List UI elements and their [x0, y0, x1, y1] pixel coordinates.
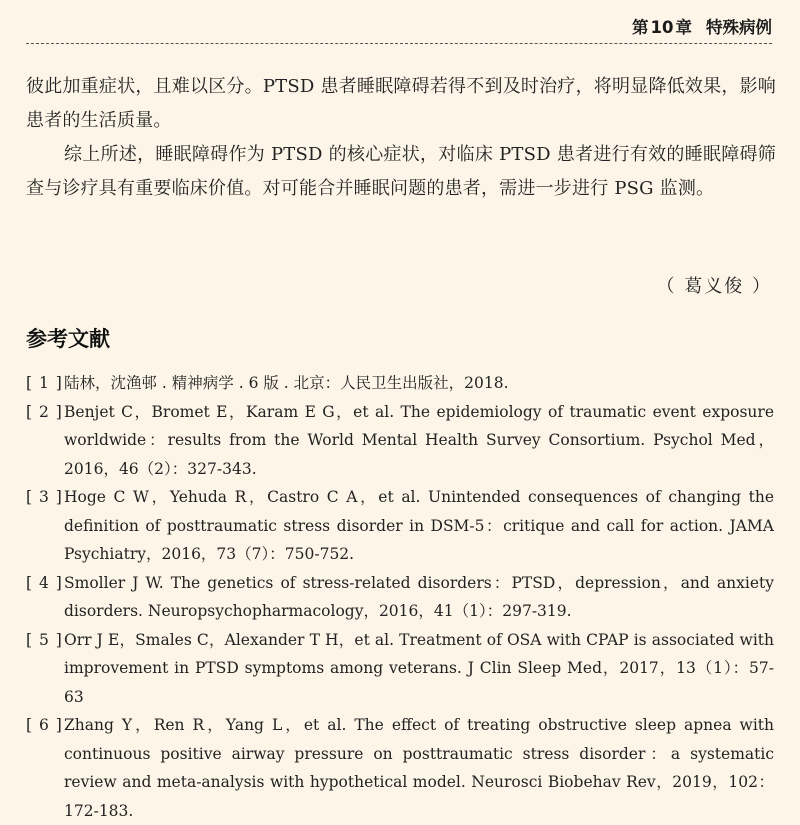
reference-item	[26, 398, 774, 484]
reference-item	[26, 369, 774, 398]
references-heading: 参考文献	[26, 327, 110, 351]
reference-number: [ 5 ]	[26, 630, 63, 649]
chapter-suffix: 章	[675, 18, 692, 37]
reference-text: 陆林，沈渔邨 . 精神病学 . 6 版 . 北京：人民卫生出版社，2018.	[64, 374, 509, 392]
reference-text: Smoller J W. The genetics of stress-related disorders：PTSD，depression，and anxiety disorders. Neuropsychopharmacology，2016，41（1）：297-319.	[64, 573, 774, 620]
author-credit: （ 葛义俊 ）	[656, 276, 772, 297]
reference-text: Orr J E，Smales C，Alexander T H，et al. Treatment of OSA with CPAP is associated with improvement in PTSD symptoms among veterans. J Clin Sleep Med，2017，13（1）：57-63	[64, 630, 774, 706]
reference-text: Benjet C，Bromet E，Karam E G，et al. The epidemiology of traumatic event exposure worldwide：results from the World Mental Health Survey Consortium. Psychol Med，2016，46（2）：327-343.	[64, 402, 774, 478]
reference-item	[26, 626, 774, 712]
reference-item	[26, 483, 774, 569]
chapter-prefix: 第	[632, 18, 649, 37]
chapter-title: 特殊病例	[706, 18, 772, 37]
reference-list	[26, 369, 774, 825]
header-divider	[26, 43, 772, 44]
chapter-number: 10	[650, 18, 674, 37]
reference-item	[26, 569, 774, 626]
reference-number: [ 4 ]	[26, 573, 63, 592]
reference-text: Hoge C W，Yehuda R，Castro C A，et al. Unintended consequences of changing the definition of posttraumatic stress disorder in DSM-5：critique and call for action. JAMA Psychiatry，2016，73（7）：750-752.	[64, 488, 774, 563]
reference-text: Zhang Y，Ren R，Yang L，et al. The effect of treating obstructive sleep apnea with continuous positive airway pressure on posttraumatic stress disorder：a systematic review and meta-analysis with hypothetical model. Neurosci Biobehav Rev，2019，102：172-183.	[64, 716, 774, 820]
reference-number: [ 1 ]	[26, 374, 63, 392]
page-header	[0, 0, 800, 44]
reference-item	[26, 711, 774, 825]
body-text	[26, 70, 776, 206]
reference-number: [ 3 ]	[26, 488, 63, 506]
paragraph-1: 彼此加重症状，且难以区分。PTSD 患者睡眠障碍若得不到及时治疗，将明显降低效果，影响患者的生活质量。	[26, 76, 776, 131]
reference-number: [ 6 ]	[26, 716, 63, 734]
paragraph-2: 综上所述，睡眠障碍作为 PTSD 的核心症状，对临床 PTSD 患者进行有效的睡眠障碍筛查与诊疗具有重要临床价值。对可能合并睡眠问题的患者，需进一步进行 PSG 监测。	[26, 144, 776, 199]
chapter-heading	[632, 14, 772, 38]
reference-number: [ 2 ]	[26, 402, 63, 421]
